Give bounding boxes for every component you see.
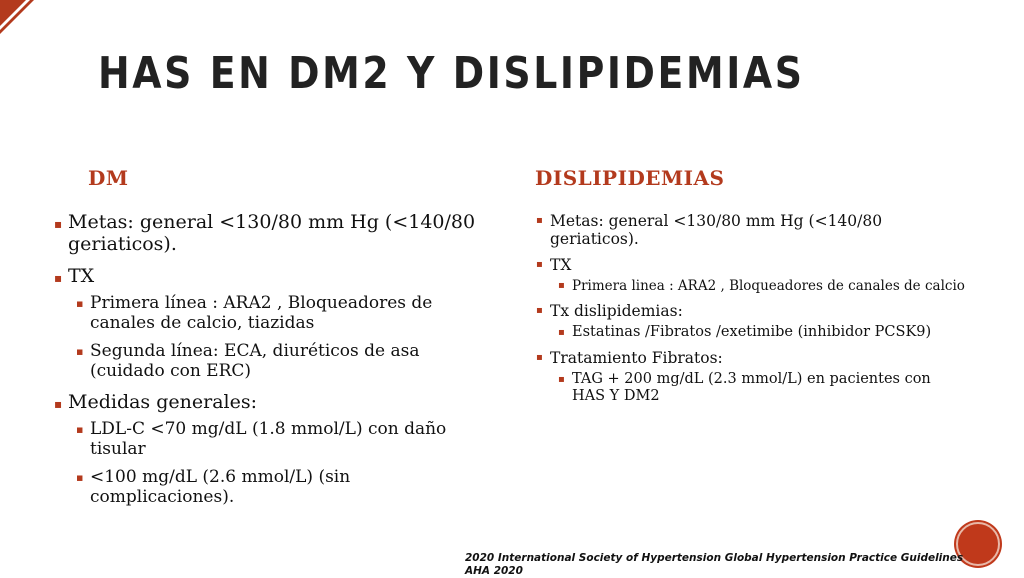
corner-decoration	[0, 0, 60, 60]
sub-list	[90, 419, 488, 507]
sub-list-item	[572, 324, 965, 341]
sub-bullet-text: Estatinas /Fibratos /exetimibe (inhibidor PCSK9)	[572, 324, 932, 340]
list-item	[550, 349, 965, 405]
bullet-text: Metas: general <130/80 mm Hg (<140/80 geriaticos).	[550, 212, 883, 248]
footer-line-2: AHA 2020	[465, 565, 523, 577]
bullet-text: Tx dislipidemias:	[550, 302, 683, 320]
bullet-text: TX	[68, 265, 95, 287]
list-item	[68, 391, 488, 507]
left-column	[68, 211, 488, 517]
slide-title: HAS EN DM2 Y DISLIPIDEMIAS	[98, 48, 805, 99]
bullet-text: TX	[550, 256, 572, 274]
list-item	[550, 212, 965, 248]
sub-list	[90, 293, 488, 381]
list-item	[550, 256, 965, 294]
bullet-text: Tratamiento Fibratos:	[550, 349, 723, 367]
right-column	[550, 212, 965, 413]
sub-bullet-text: Segunda línea: ECA, diuréticos de asa (cuidado con ERC)	[90, 341, 420, 381]
sub-list	[572, 371, 965, 405]
sub-bullet-text: Primera línea : ARA2 , Bloqueadores de canales de calcio, tiazidas	[90, 293, 433, 333]
right-bullet-list	[550, 212, 965, 405]
sub-list-item	[90, 467, 488, 507]
right-column-heading: DISLIPIDEMIAS	[535, 166, 725, 190]
footer-line-1: 2020 International Society of Hypertension Global Hypertension Practice Guidelines	[465, 552, 964, 564]
bullet-text: Metas: general <130/80 mm Hg (<140/80 geriaticos).	[68, 211, 476, 255]
left-bullet-list	[68, 211, 488, 507]
list-item	[68, 211, 488, 255]
footer-citation	[465, 552, 963, 578]
sub-bullet-text: Primera linea : ARA2 , Bloqueadores de canales de calcio	[572, 278, 965, 294]
sub-bullet-text: LDL-C <70 mg/dL (1.8 mmol/L) con daño tisular	[90, 419, 447, 459]
left-column-heading: DM	[88, 166, 129, 190]
sub-list	[572, 278, 965, 294]
sub-list-item	[90, 419, 488, 459]
sub-list-item	[90, 293, 488, 333]
sub-list-item	[572, 278, 965, 294]
list-item	[550, 302, 965, 341]
list-item	[68, 265, 488, 381]
sub-list	[572, 324, 965, 341]
bullet-text: Medidas generales:	[68, 391, 257, 413]
sub-list-item	[572, 371, 965, 405]
sub-list-item	[90, 341, 488, 381]
sub-bullet-text: TAG + 200 mg/dL (2.3 mmol/L) en pacientes con HAS Y DM2	[572, 371, 931, 404]
sub-bullet-text: <100 mg/dL (2.6 mmol/L) (sin complicaciones).	[90, 467, 351, 507]
